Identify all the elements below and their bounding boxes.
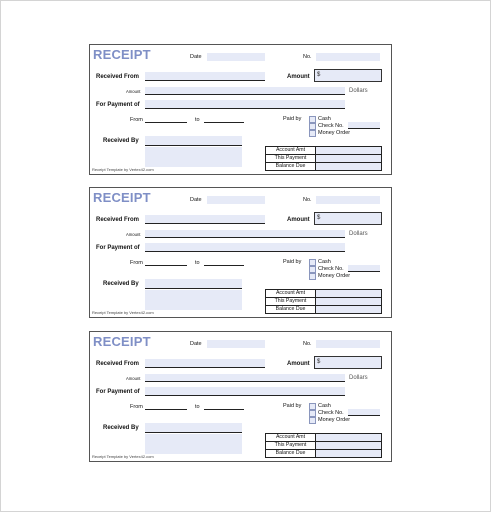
received-by-field[interactable] [145,423,242,433]
receipt-number-field[interactable] [316,196,380,204]
cash-label: Cash [318,403,331,409]
receipt-title: RECEIPT [93,190,151,205]
received-from-label: Received From [96,74,140,80]
this-payment-field[interactable] [316,442,381,449]
from-label: From [130,117,143,123]
for-payment-label: For Payment of [96,389,140,395]
account-amt-label: Account Amt [266,434,316,441]
amount-label: Amount [287,217,310,223]
dollars-label: Dollars [349,88,368,94]
dollars-label: Dollars [349,375,368,381]
amount-words-label: Amount [126,376,141,381]
receipt-title: RECEIPT [93,47,151,62]
balance-due-label: Balance Due [266,450,316,457]
received-by-field[interactable] [145,279,242,289]
from-label: From [130,404,143,410]
from-date-field[interactable] [145,115,187,123]
check-number-field[interactable] [348,409,380,416]
cash-checkbox[interactable] [309,116,316,123]
receipt-number-field[interactable] [316,340,380,348]
for-payment-field[interactable] [145,100,345,109]
account-amt-field[interactable] [316,290,381,297]
footer-credit: Receipt Template by Vertex42.com [92,167,154,172]
received-from-label: Received From [96,217,140,223]
to-label: to [195,117,200,123]
from-label: From [130,260,143,266]
balance-table [265,433,382,458]
for-payment-label: For Payment of [96,245,140,251]
receipt-3 [89,331,392,462]
balance-due-row [266,162,381,170]
this-payment-field[interactable] [316,155,381,162]
date-label: Date [190,341,202,347]
date-label: Date [190,197,202,203]
money-order-checkbox[interactable] [309,273,316,280]
received-by-label: Received By [103,138,139,144]
check-label: Check No. [318,410,344,416]
this-payment-label: This Payment [266,298,316,305]
this-payment-row [266,441,381,449]
date-field[interactable] [207,53,265,61]
check-checkbox[interactable] [309,410,316,417]
money-order-checkbox[interactable] [309,130,316,137]
footer-credit: Receipt Template by Vertex42.com [92,310,154,315]
balance-due-row [266,449,381,457]
money-order-label: Money Order [318,273,351,279]
cash-checkbox[interactable] [309,403,316,410]
check-number-field[interactable] [348,122,380,129]
account-amt-label: Account Amt [266,147,316,154]
paid-by-label: Paid by [283,259,302,265]
amount-words-field[interactable] [145,374,345,382]
balance-due-field[interactable] [316,450,381,457]
receipt-title: RECEIPT [93,334,151,349]
check-label: Check No. [318,123,344,129]
paid-by-label: Paid by [283,116,302,122]
amount-field[interactable]: $ [314,212,382,225]
to-date-field[interactable] [204,402,244,410]
balance-due-label: Balance Due [266,306,316,313]
account-amt-row [266,434,381,441]
balance-due-label: Balance Due [266,163,316,170]
signature-field[interactable] [145,147,242,167]
received-from-field[interactable] [145,359,265,368]
amount-words-field[interactable] [145,230,345,238]
balance-due-field[interactable] [316,163,381,170]
signature-field[interactable] [145,434,242,454]
receipt-number-field[interactable] [316,53,380,61]
amount-field[interactable]: $ [314,69,382,82]
balance-due-field[interactable] [316,306,381,313]
cash-checkbox[interactable] [309,259,316,266]
this-payment-label: This Payment [266,155,316,162]
money-order-label: Money Order [318,130,351,136]
money-order-checkbox[interactable] [309,417,316,424]
amount-label: Amount [287,74,310,80]
no-label: No. [303,197,312,203]
for-payment-label: For Payment of [96,102,140,108]
account-amt-row [266,290,381,297]
this-payment-label: This Payment [266,442,316,449]
received-by-label: Received By [103,281,139,287]
signature-field[interactable] [145,290,242,310]
date-field[interactable] [207,340,265,348]
received-by-field[interactable] [145,136,242,146]
for-payment-field[interactable] [145,387,345,396]
date-label: Date [190,54,202,60]
balance-table [265,289,382,314]
received-from-field[interactable] [145,72,265,81]
check-label: Check No. [318,266,344,272]
no-label: No. [303,54,312,60]
received-from-field[interactable] [145,215,265,224]
from-date-field[interactable] [145,402,187,410]
account-amt-field[interactable] [316,147,381,154]
to-label: to [195,260,200,266]
account-amt-field[interactable] [316,434,381,441]
date-field[interactable] [207,196,265,204]
paid-by-label: Paid by [283,403,302,409]
amount-field[interactable]: $ [314,356,382,369]
balance-table [265,146,382,171]
check-checkbox[interactable] [309,266,316,273]
for-payment-field[interactable] [145,243,345,252]
to-date-field[interactable] [204,258,244,266]
this-payment-row [266,297,381,305]
account-amt-row [266,147,381,154]
money-order-label: Money Order [318,417,351,423]
footer-credit: Receipt Template by Vertex42.com [92,454,154,459]
amount-words-label: Amount [126,89,141,94]
amount-words-field[interactable] [145,87,345,95]
to-date-field[interactable] [204,115,244,123]
amount-label: Amount [287,361,310,367]
from-date-field[interactable] [145,258,187,266]
check-checkbox[interactable] [309,123,316,130]
dollars-label: Dollars [349,231,368,237]
receipt-1 [89,44,392,175]
account-amt-label: Account Amt [266,290,316,297]
no-label: No. [303,341,312,347]
this-payment-field[interactable] [316,298,381,305]
cash-label: Cash [318,259,331,265]
cash-label: Cash [318,116,331,122]
check-number-field[interactable] [348,265,380,272]
this-payment-row [266,154,381,162]
received-from-label: Received From [96,361,140,367]
to-label: to [195,404,200,410]
receipt-2 [89,187,392,318]
amount-words-label: Amount [126,232,141,237]
balance-due-row [266,305,381,313]
received-by-label: Received By [103,425,139,431]
